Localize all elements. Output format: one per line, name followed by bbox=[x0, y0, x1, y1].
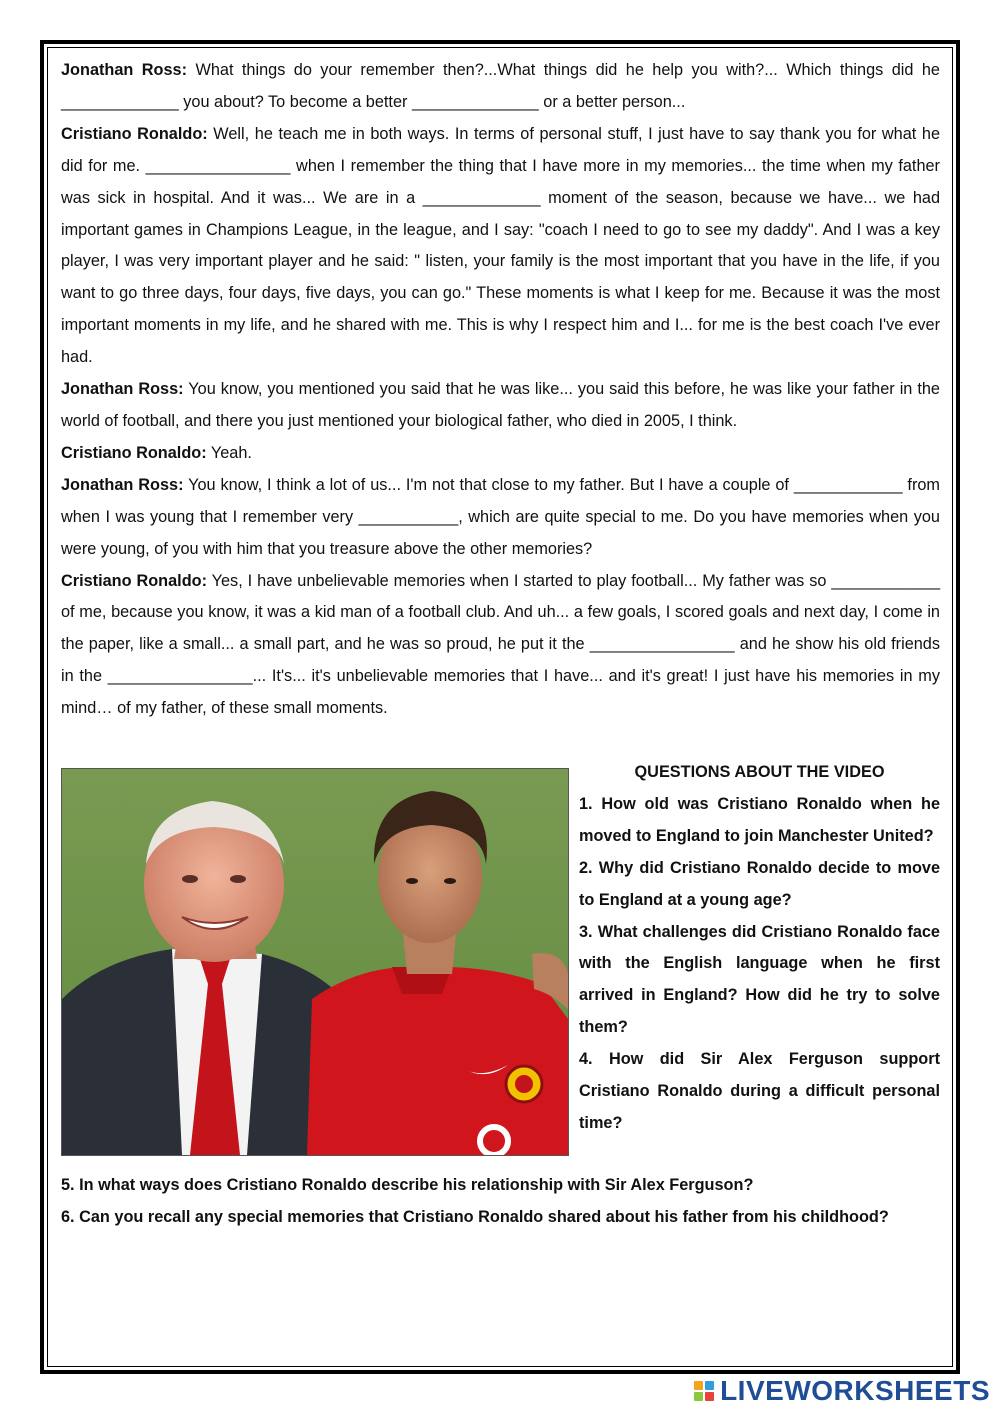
speaker-name: Jonathan Ross: bbox=[61, 475, 184, 494]
dialogue-text: when I remember the thing that I have more in my memories... the time when my father was sick in hospital. And it was... We are in a bbox=[61, 156, 940, 207]
dialogue-text: You know, I think a lot of us... I'm not that close to my father. But I have a couple of bbox=[188, 475, 794, 494]
questions-full-width bbox=[61, 1170, 940, 1234]
dialogue-text: of me, because you know, it was a kid man of a football club. And uh... a few goals, I scored goals and next day, I come in the paper, like a small... a small part, and he was so proud, he put it the bbox=[61, 603, 940, 654]
question-item: 5. In what ways does Cristiano Ronaldo describe his relationship with Sir Alex Ferguson? bbox=[61, 1176, 754, 1194]
speaker-name: Jonathan Ross: bbox=[61, 61, 188, 79]
dialogue-line bbox=[61, 470, 940, 566]
speaker-name: Cristiano Ronaldo: bbox=[61, 443, 207, 462]
dialogue-text: Yeah. bbox=[210, 443, 252, 462]
dialogue-line bbox=[61, 566, 940, 726]
dialogue-text: moment of the season, because we have... we had important games in Champions League, in the league, and I say: "coach I need to go to see my daddy". And I was a key player, I was very important player and he said: " listen, your family is the most important that you have in the life, if you want to go three days, four days, five days, you can go." These moments is what I keep for me. Because it was the most important moments in my life, and he shared with me. This is why I respect him and I... for me is the best coach I've ever had. bbox=[61, 188, 940, 367]
question-item: 3. What challenges did Cristiano Ronaldo face with the English language when he first arrived in England? How did he try to solve them? bbox=[579, 922, 940, 1037]
dialogue-text: Well, he teach me in both ways. In terms of personal stuff, I just have to say thank you for what he did for me. bbox=[61, 124, 941, 175]
dialogue-line bbox=[61, 374, 940, 438]
fill-in-blank[interactable]: _____________ bbox=[61, 92, 179, 111]
dialogue-text: What things do your remember then?...What things did he help you with?... Which things did he bbox=[195, 61, 940, 79]
dialogue-text: Yes, I have unbelievable memories when I started to play football... My father was so bbox=[211, 571, 832, 590]
dialogue-text: you about? To become a better bbox=[178, 92, 412, 111]
fill-in-blank[interactable]: ________________ bbox=[589, 635, 735, 654]
logo-text: LIVEWORKSHEETS bbox=[720, 1375, 990, 1406]
speaker-name: Jonathan Ross: bbox=[61, 380, 184, 399]
logo-icon bbox=[694, 1381, 714, 1401]
dialogue-line bbox=[61, 438, 940, 470]
question-item: 6. Can you recall any special memories that Cristiano Ronaldo shared about his father from his childhood? bbox=[61, 1207, 889, 1226]
speaker-name: Cristiano Ronaldo: bbox=[61, 571, 208, 590]
dialogue-text: or a better person... bbox=[538, 92, 686, 111]
liveworksheets-logo[interactable] bbox=[694, 1374, 990, 1408]
fill-in-blank[interactable]: ___________ bbox=[358, 507, 459, 526]
coach-and-player-photo bbox=[61, 768, 569, 1156]
dialogue-text: , which are quite special to me. Do you have memories when you were young, of you with him that you treasure above the other memories? bbox=[61, 507, 940, 558]
fill-in-blank[interactable]: ____________ bbox=[793, 475, 903, 494]
dialogue-text: and he show his old friends in the bbox=[61, 635, 940, 686]
speaker-name: Cristiano Ronaldo: bbox=[61, 124, 208, 143]
dialogue-line bbox=[61, 55, 940, 119]
question-item: 4. How did Sir Alex Ferguson support Cristiano Ronaldo during a difficult personal time? bbox=[579, 1050, 940, 1132]
fill-in-blank[interactable]: ______________ bbox=[411, 92, 539, 111]
fill-in-blank[interactable]: ________________ bbox=[107, 667, 253, 686]
questions-section bbox=[61, 757, 940, 1226]
questions-title: QUESTIONS ABOUT THE VIDEO bbox=[634, 763, 885, 781]
fill-in-blank[interactable]: ____________ bbox=[831, 571, 941, 590]
fill-in-blank[interactable]: ________________ bbox=[145, 156, 291, 175]
dialogue-text: ... It's... it's unbelievable memories that I have... and it's great! I just have his memories in my mind… of my father, of these small moments. bbox=[61, 667, 940, 718]
fill-in-blank[interactable]: _____________ bbox=[422, 188, 541, 207]
dialogue-text: from when I was young that I remember very bbox=[61, 475, 940, 526]
question-item: 2. Why did Cristiano Ronaldo decide to move to England at a young age? bbox=[579, 858, 940, 909]
interview-transcript bbox=[61, 55, 940, 725]
question-item: 1. How old was Cristiano Ronaldo when he moved to England to join Manchester United? bbox=[579, 794, 940, 845]
dialogue-text: You know, you mentioned you said that he was like... you said this before, he was like your father in the world of football, and there you just mentioned your biological father, who died in 2005, I think. bbox=[61, 380, 940, 430]
questions-column bbox=[579, 757, 940, 1140]
dialogue-line bbox=[61, 119, 940, 374]
